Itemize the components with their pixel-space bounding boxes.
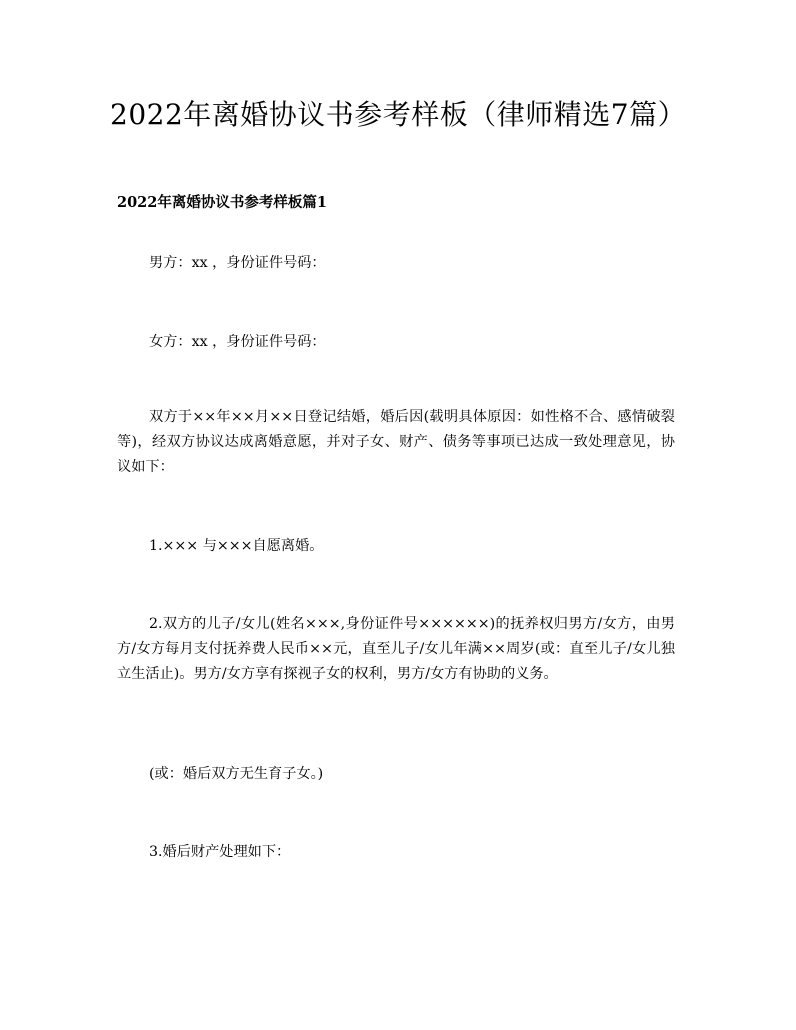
paragraph-clause-3: 3.婚后财产处理如下： bbox=[149, 844, 291, 860]
paragraph-male-party: 男方：xx ，身份证件号码： bbox=[149, 255, 326, 271]
paragraph-no-children: (或：婚后双方无生育子女。) bbox=[149, 766, 324, 782]
paragraph-clause-1: 1.××× 与×××自愿离婚。 bbox=[149, 538, 324, 554]
paragraph-marriage-background: 双方于××年××月××日登记结婚，婚后因(载明具体原因：如性格不合、感情破裂等)，经双方协议达成离婚意愿，并对子女、财产、债务等事项已达成一致处理意见，协议如下： bbox=[117, 409, 675, 475]
paragraph-female-party: 女方：xx ，身份证件号码： bbox=[149, 334, 326, 350]
document-title: 2022年离婚协议书参考样板（律师精选7篇） bbox=[110, 98, 687, 131]
section-heading: 2022年离婚协议书参考样板篇1 bbox=[117, 194, 327, 211]
paragraph-clause-2: 2.双方的儿子/女儿(姓名×××,身份证件号××××××)的抚养权归男方/女方，由男方/女方每月支付抚养费人民币××元，直至儿子/女儿年满××周岁(或：直至儿子/女儿独立生活止)。男方/女方享有探视子女的权利，男方/女方有协助的义务。 bbox=[117, 616, 675, 682]
